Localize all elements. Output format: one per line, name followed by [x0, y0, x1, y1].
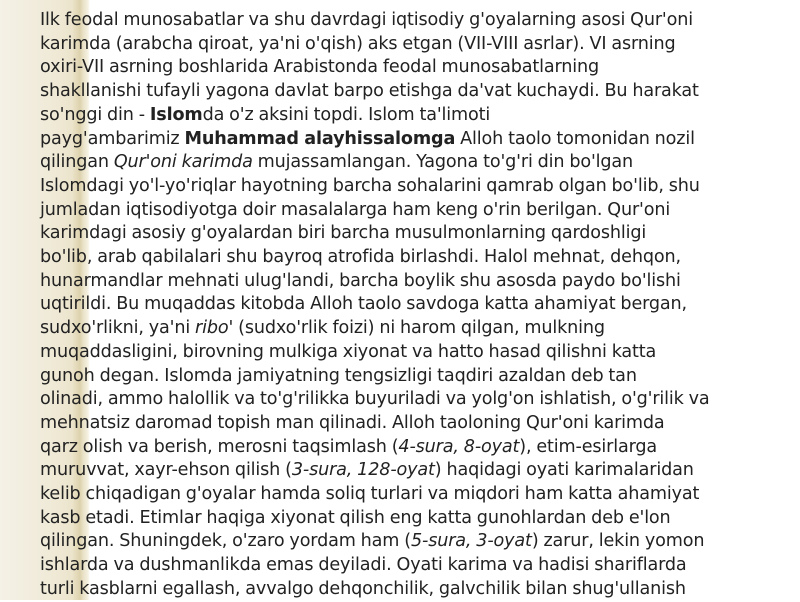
text-segment: ), etim-esirlarga — [519, 436, 658, 457]
italic-text: 3-sura, 128-oyat — [291, 460, 435, 481]
text-segment: sudxo'rlikni, ya'ni — [40, 318, 196, 339]
text-line — [40, 128, 790, 152]
bold-text: Muhammad alayhissalomga — [184, 128, 456, 149]
italic-text: Qur'oni karimda — [113, 152, 253, 173]
text-line — [40, 80, 790, 104]
text-line — [40, 459, 790, 483]
text-line — [40, 578, 790, 602]
text-segment: Islomdagi yo'l-yo'riqlar hayotning barcha sohalarini qamrab olgan bo'lib, shu — [40, 175, 700, 196]
text-segment: kelib chiqadigan g'oyalar hamda soliq turlari va miqdori ham katta ahamiyat — [40, 484, 700, 505]
text-segment: hunarmandlar mehnati ulug'landi, barcha boylik shu asosda paydo bo'lishi — [40, 270, 681, 291]
text-segment: ) zarur, lekin yomon — [531, 531, 705, 552]
text-segment: mehnatsiz daromad topish man qilinadi. Alloh taoloning Qur'oni karimda — [40, 412, 665, 433]
text-line — [40, 412, 790, 436]
text-segment: turli kasblarni egallash, avvalgo dehqonchilik, galvchilik bilan shug'ullanish — [40, 578, 686, 599]
text-line — [40, 436, 790, 460]
text-line — [40, 530, 790, 554]
text-segment: muqaddasligini, birovning mulkiga xiyonat va hatto hasad qilishni katta — [40, 341, 657, 362]
text-line — [40, 199, 790, 223]
text-line — [40, 554, 790, 578]
text-segment: uqtirildi. Bu muqaddas kitobda Alloh taolo savdoga katta ahamiyat bergan, — [40, 294, 687, 315]
text-line — [40, 483, 790, 507]
text-line — [40, 33, 790, 57]
text-segment: olinadi, ammo halollik va to'g'rilikka buyuriladi va yolg'on ishlatish, o'g'rilik va — [40, 389, 710, 410]
italic-text: 4-sura, 8-oyat — [398, 436, 520, 457]
text-segment: shakllanishi tufayli yagona davlat barpo etishga da'vat kuchaydi. Bu harakat — [40, 81, 699, 102]
text-line — [40, 293, 790, 317]
text-line — [40, 365, 790, 389]
text-line — [40, 317, 790, 341]
text-segment: bo'lib, arab qabilalari shu bayroq atrofida birlashdi. Halol mehnat, dehqon, — [40, 247, 681, 268]
text-segment: qilingan — [40, 152, 114, 173]
slide-body-text — [40, 9, 790, 602]
text-segment: Ilk feodal munosabatlar va shu davrdagi iqtisodiy g'oyalarning asosi Qur'oni — [40, 10, 693, 30]
text-segment: gunoh degan. Islomda jamiyatning tengsizligi taqdiri azaldan deb tan — [40, 365, 637, 386]
text-line — [40, 270, 790, 294]
text-line — [40, 388, 790, 412]
text-segment: qilingan. Shuningdek, o'zaro yordam ham ( — [40, 531, 411, 552]
text-segment: payg'ambarimiz — [40, 128, 185, 149]
text-line — [40, 507, 790, 531]
text-segment: qarz olish va berish, merosni taqsimlash ( — [40, 436, 399, 457]
text-segment: so'nggi din - — [40, 104, 150, 125]
text-segment: Alloh taolo tomonidan nozil — [455, 128, 695, 149]
italic-text: 5-sura, 3-oyat — [410, 531, 532, 552]
text-segment: karimdagi asosiy g'oyalardan biri barcha musulmonlarning qardoshligi — [40, 223, 647, 244]
text-line — [40, 175, 790, 199]
text-segment: mujassamlangan. Yagona to'g'ri din bo'lgan — [252, 152, 634, 173]
text-line — [40, 341, 790, 365]
text-line — [40, 104, 790, 128]
text-line — [40, 56, 790, 80]
text-line — [40, 9, 790, 33]
text-segment: muruvvat, xayr-ehson qilish ( — [40, 460, 292, 481]
text-segment: kasb etadi. Etimlar haqiga xiyonat qilish eng katta gunohlardan deb e'lon — [40, 507, 671, 528]
italic-text: ribo' — [195, 318, 234, 339]
text-segment: karimda (arabcha qiroat, ya'ni o'qish) aks etgan (VII-VIII asrlar). VI asrning — [40, 33, 676, 54]
text-line — [40, 246, 790, 270]
bold-text: Islom — [149, 104, 203, 125]
text-segment: ) haqidagi oyati karimalaridan — [434, 460, 694, 481]
text-line — [40, 222, 790, 246]
text-segment: (sudxo'rlik foizi) ni harom qilgan, mulkning — [233, 318, 605, 339]
text-line — [40, 151, 790, 175]
text-segment: da o'z aksini topdi. Islom ta'limoti — [202, 104, 491, 125]
text-segment: oxiri-VII asrning boshlarida Arabistonda feodal munosabatlarning — [40, 57, 600, 78]
text-segment: jumladan iqtisodiyotga doir masalalarga ham keng o'rin berilgan. Qur'oni — [40, 199, 671, 220]
text-segment: ishlarda va dushmanlikda emas deyiladi. Oyati karima va hadisi shariflarda — [40, 555, 687, 576]
